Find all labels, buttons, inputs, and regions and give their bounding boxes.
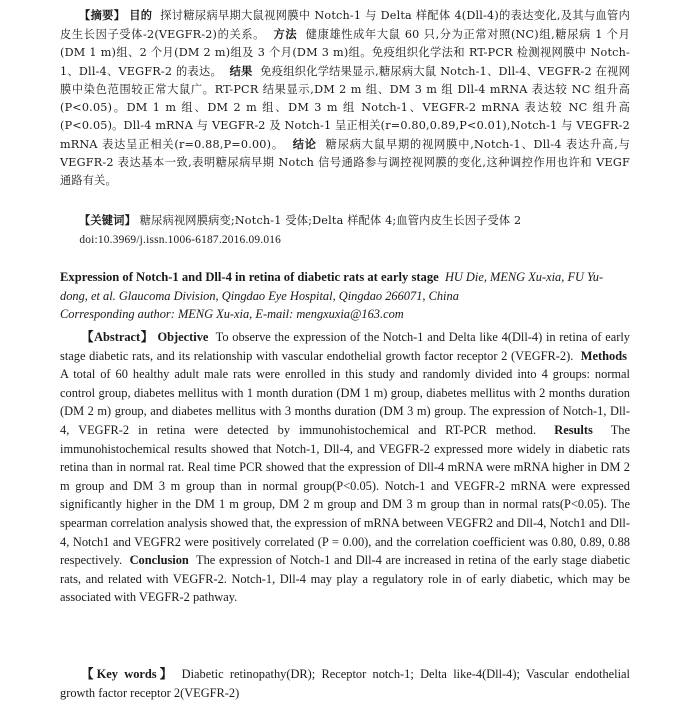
cn-methods-text: 健康雄性成年大鼠 60 只,分为正常对照(NC)组,糖尿病 1 个月(DM 1 m)组、2 个月(DM 2 m)组及 3 个月(DM 3 m)组。免疫组织化学法和 RT-PCR 检测视网膜中 Notch-1、Dll-4、VEGFR-2 的表达。 [60, 28, 631, 78]
en-objective-text: To observe the expression of the Notch-1 and Delta like 4(Dll-4) in retina of early stage diabetic rats, and its relationship with vascular endothelial growth factor receptor 2 (VEGFR-2). [60, 330, 630, 363]
en-methods-text: A total of 60 healthy adult male rats were enrolled in this study and randomly divided into 4 groups: normal control group, diabetes mellitus with 1 month duration (DM 1 m) group, diabetes mellitus with 2 months duration (DM 2 m) group, and diabetes mellitus with 3 months duration (DM 3 m) group. The expression of Notch-1, Dll-4, VEGFR-2 in retina were detected by immunohistochemical and RT-PCR method. [60, 367, 630, 437]
cn-abstract [60, 6, 630, 190]
corresponding-author: Corresponding author: MENG Xu-xia, E-mail: mengxuxia@163.com [60, 307, 404, 321]
cn-objective-label: 目的 [129, 8, 153, 22]
en-methods-label: Methods [580, 348, 627, 363]
en-header [60, 268, 630, 305]
cn-results-text: 免疫组织化学结果显示,糖尿病大鼠 Notch-1、Dll-4、VEGFR-2 在视网膜中染色范围较正常大鼠广。RT-PCR 结果显示,DM 2 m 组、DM 3 m 组 Dll-4 mRNA 表达较 NC 组升高(P<0.05)。DM 1 m 组、DM 2 m 组、DM 3 m 组 Notch-1、VEGFR-2 mRNA 表达较 NC 组升高(P<0.05)。Dll-4 mRNA 与 VEGFR-2 及 Notch-1 呈正相关(r=0.80,0.89,P<0.01),Notch-1 与 VEGFR-2 mRNA 表达呈正相关(r=0.88,P=0.00)。 [60, 65, 631, 151]
en-conclusion-text: The expression of Notch-1 and Dll-4 are increased in retina of the early stage diabetic rats, and related with VEGFR-2. Notch-1, Dll-4 may play a regulatory role in of early diabetic, which may be associated with VEGFR-2 pathway. [60, 553, 630, 605]
cn-abstract-label: 【摘要】 [79, 8, 126, 22]
en-conclusion-label: Conclusion [129, 553, 189, 568]
en-abstract [60, 328, 630, 607]
cn-results-label: 结果 [229, 64, 253, 78]
en-results-label: Results [554, 422, 593, 437]
paper-title: Expression of Notch-1 and Dll-4 in retina of diabetic rats at early stage [60, 270, 439, 284]
cn-conclusion-text: 糖尿病大鼠早期的视网膜中,Notch-1、Dll-4 表达升高,与 VEGFR-2 表达基本一致,表明糖尿病早期 Notch 信号通路参与调控视网膜的变化,这种调控作用也许和 VEGF 通路有关。 [60, 138, 630, 187]
cn-objective-text: 探讨糖尿病早期大鼠视网膜中 Notch-1 与 Delta 样配体 4(Dll-4)的表达变化,及其与血管内皮生长因子受体-2(VEGFR-2)的关系。 [60, 9, 631, 41]
cn-conclusion-label: 结论 [292, 137, 317, 151]
en-objective-label: Objective [157, 330, 209, 344]
en-keywords-label: 【Key words】 [81, 667, 176, 681]
en-abstract-label: 【Abstract】 [81, 330, 154, 344]
doi: doi:10.3969/j.issn.1006-6187.2016.09.016 [79, 234, 282, 246]
en-keywords-text: Diabetic retinopathy(DR); Receptor notch-1; Delta like-4(Dll-4); Vascular endothelial growth factor receptor 2(VEGFR-2) [60, 667, 630, 700]
en-results-text: The immunohistochemical results showed that Notch-1, Dll-4, and VEGFR-2 expressed more widely in diabetic rats retina than in normal rat. Real time PCR showed that the expression of Dll-4 mRNA were mRNA higher in DM 2 m group and DM 3 m group than in normal group(P<0.05). Notch-1 and VEGFR-2 mRNA were expressed significantly higher in the DM 1 m group, DM 2 m group and DM 3 m group than in normal rats(P<0.05). The spearman correlation analysis showed that, the expression of mRNA between VEGFR2 and Dll-4, Notch1 and Dll-4, Notch1 and VEGFR2 were positively correlated (P = 0.00), and the correlation coefficient was 0.80, 0.89, 0.88 respectively. [60, 422, 630, 568]
cn-methods-label: 方法 [273, 27, 298, 41]
en-keywords [60, 665, 630, 702]
cn-keywords [60, 211, 630, 230]
cn-keywords-label: 【关键词】 [79, 213, 136, 227]
cn-keywords-text: 糖尿病视网膜病变;Notch-1 受体;Delta 样配体 4;血管内皮生长因子受体 2 [139, 214, 522, 227]
authors-affiliation: HU Die, MENG Xu-xia, FU Yu-dong, et al. Glaucoma Division, Qingdao Eye Hospital, Qingdao 266071, China [60, 270, 604, 303]
